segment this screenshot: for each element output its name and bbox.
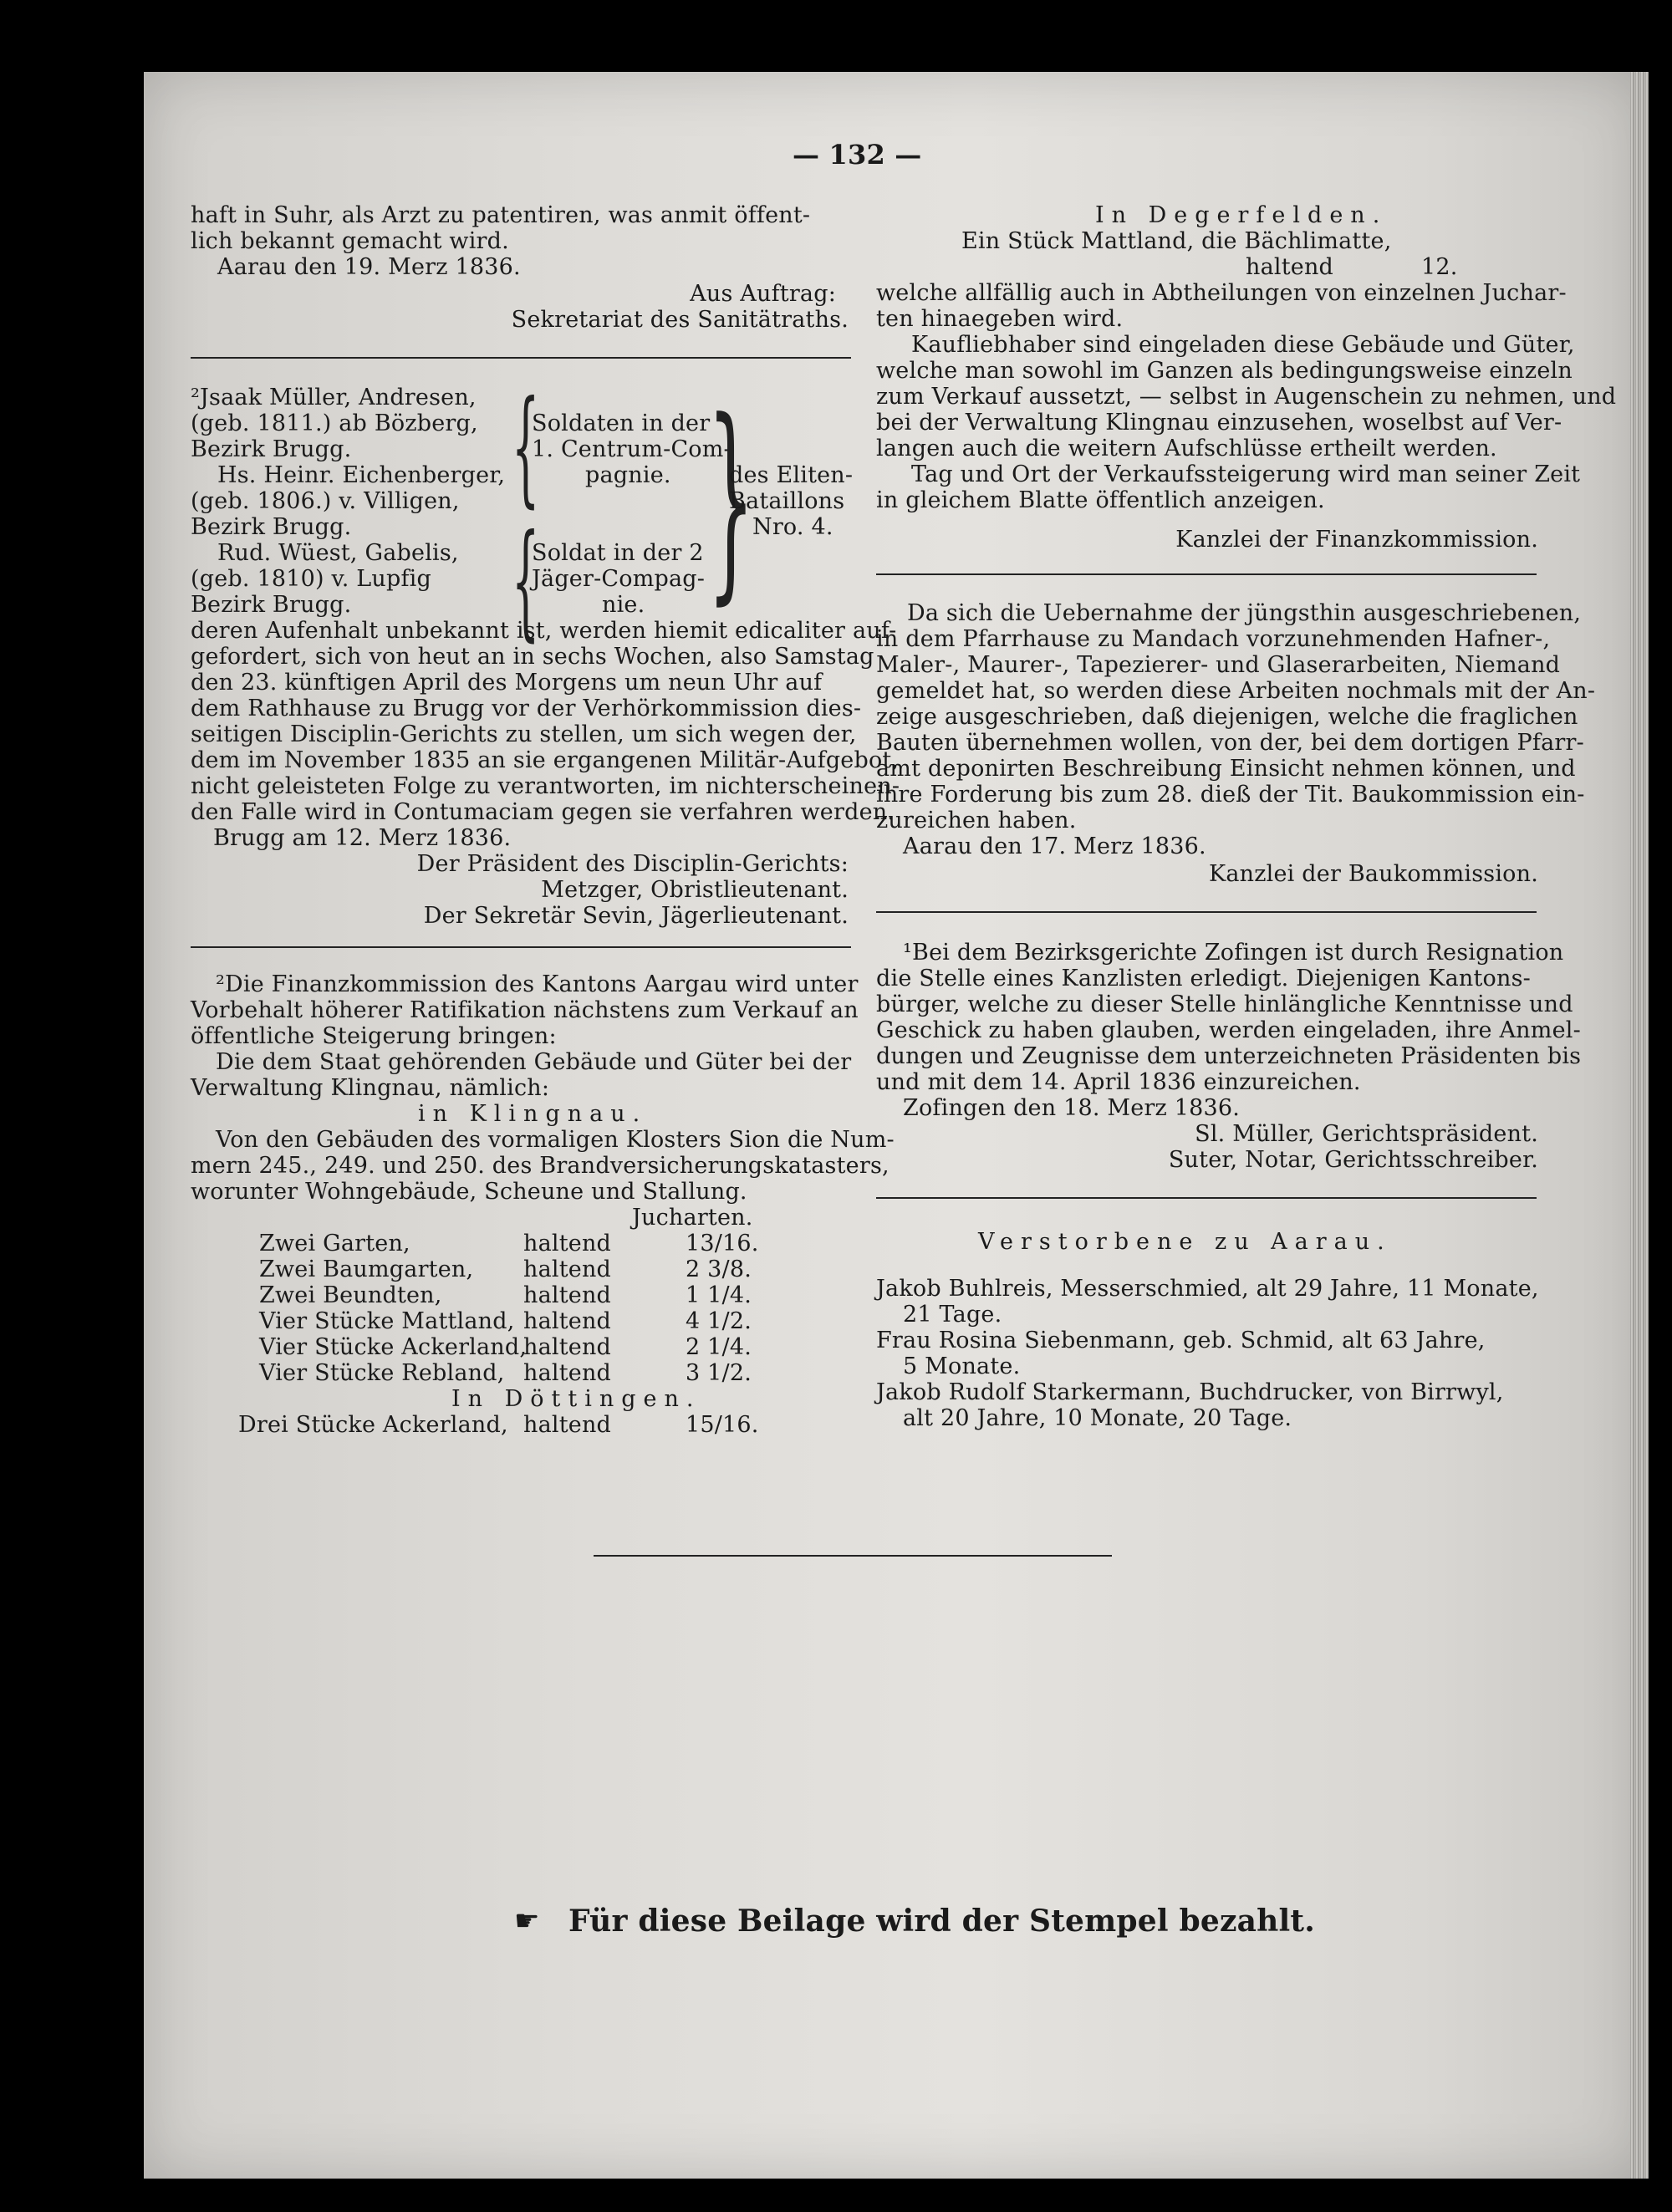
battalion-line: Bataillons bbox=[729, 488, 845, 514]
text-line: nicht geleisteten Folge zu verantworten, im nichterscheinen- bbox=[191, 773, 900, 799]
row-item: Zwei Baumgarten, bbox=[259, 1256, 474, 1282]
row-item: Vier Stücke Mattland, bbox=[259, 1308, 515, 1334]
brace: { bbox=[512, 375, 540, 520]
name-line: (geb. 1811.) ab Bözberg, bbox=[191, 410, 478, 436]
text-line: die Stelle eines Kanzlisten erledigt. Diejenigen Kantons- bbox=[876, 966, 1531, 991]
text-line: ¹Bei dem Bezirksgerichte Zofingen ist durch Resignation bbox=[903, 940, 1564, 966]
list-item: 5 Monate. bbox=[903, 1353, 1021, 1379]
row-item: Vier Stücke Ackerland, bbox=[259, 1334, 528, 1360]
text-line: gefordert, sich von heut an in sechs Wochen, also Samstag bbox=[191, 644, 874, 670]
place-heading: in Klingnau. bbox=[418, 1101, 648, 1127]
text-line: bei der Verwaltung Klingnau einzusehen, woselbst auf Ver- bbox=[876, 410, 1562, 436]
end-rule bbox=[594, 1555, 1112, 1557]
text-line: amt deponirten Beschreibung Einsicht nehmen können, und bbox=[876, 756, 1576, 782]
signature-line: Kanzlei der Finanzkommission. bbox=[1175, 527, 1538, 553]
footer-text: Für diese Beilage wird der Stempel bezahlt. bbox=[568, 1904, 1315, 1939]
text-line: Vorbehalt höherer Ratifikation nächstens zum Verkauf an bbox=[191, 997, 859, 1023]
unit-line: Soldaten in der bbox=[532, 410, 711, 436]
row-term: haltend bbox=[523, 1334, 612, 1360]
signature-line: Suter, Notar, Gerichtsschreiber. bbox=[1168, 1147, 1538, 1173]
page-edge bbox=[1630, 72, 1649, 2179]
text-line: Zofingen den 18. Merz 1836. bbox=[903, 1095, 1241, 1121]
unit-line: Jäger-Compag- bbox=[532, 566, 706, 592]
text-line: Ein Stück Mattland, die Bächlimatte, bbox=[961, 228, 1392, 254]
text-line: gemeldet hat, so werden diese Arbeiten nochmals mit der An- bbox=[876, 678, 1596, 704]
text-line: den 23. künftigen April des Morgens um neun Uhr auf bbox=[191, 670, 823, 696]
list-item: Jakob Rudolf Starkermann, Buchdrucker, von Birrwyl, bbox=[876, 1379, 1504, 1405]
text-line: Brugg am 12. Merz 1836. bbox=[213, 825, 512, 851]
row-value: 4 1/2. bbox=[686, 1308, 752, 1334]
row-item: Zwei Beundten, bbox=[259, 1282, 442, 1308]
text-line: mern 245., 249. und 250. des Brandversicherungskatasters, bbox=[191, 1153, 890, 1179]
battalion-line: des Eliten- bbox=[729, 462, 854, 488]
text-line: welche man sowohl im Ganzen als bedingungsweise einzeln bbox=[876, 358, 1573, 384]
text-line: dem Rathhause zu Brugg vor der Verhörkommission dies- bbox=[191, 696, 862, 721]
signature-line: Sekretariat des Sanitätraths. bbox=[511, 307, 849, 333]
signature-line: Aus Auftrag: bbox=[690, 281, 836, 307]
section-divider bbox=[876, 911, 1537, 913]
unit-line: 1. Centrum-Com- bbox=[532, 436, 732, 462]
text-line: Geschick zu haben glauben, werden eingeladen, ihre Anmel- bbox=[876, 1017, 1581, 1043]
list-item: Jakob Buhlreis, Messerschmied, alt 29 Jahre, 11 Monate, bbox=[876, 1276, 1539, 1302]
text-line: Da sich die Uebernahme der jüngsthin ausgeschriebenen, bbox=[907, 600, 1582, 626]
text-line: langen auch die weitern Aufschlüsse ertheilt werden. bbox=[876, 436, 1497, 461]
row-value: 2 1/4. bbox=[686, 1334, 752, 1360]
row-item: Zwei Garten, bbox=[259, 1231, 410, 1256]
section-divider bbox=[876, 1197, 1537, 1199]
list-item: alt 20 Jahre, 10 Monate, 20 Tage. bbox=[903, 1405, 1292, 1431]
name-line: (geb. 1806.) v. Villigen, bbox=[191, 488, 460, 514]
text-line: in gleichem Blatte öffentlich anzeigen. bbox=[876, 487, 1325, 513]
section-heading: Verstorbene zu Aarau. bbox=[978, 1229, 1392, 1255]
text-line: zum Verkauf aussetzt, — selbst in Augenschein zu nehmen, und bbox=[876, 384, 1617, 410]
place-heading: In Döttingen. bbox=[451, 1386, 701, 1412]
name-line: (geb. 1810) v. Lupfig bbox=[191, 566, 432, 592]
text-line: Die dem Staat gehörenden Gebäude und Güter bei der bbox=[216, 1049, 852, 1075]
signature-line: Der Sekretär Sevin, Jägerlieutenant. bbox=[423, 903, 849, 929]
signature-line: Metzger, Obristlieutenant. bbox=[541, 877, 849, 903]
signature-line: Kanzlei der Baukommission. bbox=[1208, 861, 1538, 887]
text-line: deren Aufenhalt unbekannt ist, werden hiemit edicaliter auf- bbox=[191, 618, 897, 644]
row-term: haltend bbox=[523, 1231, 612, 1256]
row-item: Vier Stücke Rebland, bbox=[259, 1360, 505, 1386]
text-line: Kaufliebhaber sind eingeladen diese Gebäude und Güter, bbox=[911, 332, 1575, 358]
name-line: ²Jsaak Müller, Andresen, bbox=[191, 385, 477, 410]
brace: { bbox=[512, 508, 540, 654]
section-divider bbox=[876, 573, 1537, 575]
text-line: welche allfällig auch in Abtheilungen von einzelnen Juchar- bbox=[876, 280, 1567, 306]
text-line: und mit dem 14. April 1836 einzureichen. bbox=[876, 1069, 1361, 1095]
row-value: 1 1/4. bbox=[686, 1282, 752, 1308]
row-term: haltend bbox=[523, 1308, 612, 1334]
row-value: 13/16. bbox=[686, 1231, 759, 1256]
text-line: zeige ausgeschrieben, daß diejenigen, welche die fraglichen bbox=[876, 704, 1578, 730]
row-value: 15/16. bbox=[686, 1412, 759, 1438]
row-item: Drei Stücke Ackerland, bbox=[238, 1412, 508, 1438]
row-value: 12. bbox=[1421, 254, 1458, 280]
text-line: in dem Pfarrhause zu Mandach vorzunehmenden Hafner-, bbox=[876, 626, 1551, 652]
signature-line: Sl. Müller, Gerichtspräsident. bbox=[1195, 1121, 1538, 1147]
list-item: 21 Tage. bbox=[903, 1302, 1002, 1328]
text-line: Tag und Ort der Verkaufssteigerung wird man seiner Zeit bbox=[911, 461, 1581, 487]
text-line: Aarau den 19. Merz 1836. bbox=[217, 254, 521, 280]
name-line: Bezirk Brugg. bbox=[191, 592, 352, 618]
section-divider bbox=[191, 357, 851, 359]
text-line: ten hinaegeben wird. bbox=[876, 306, 1124, 332]
row-term: haltend bbox=[523, 1412, 612, 1438]
text-line: ihre Forderung bis zum 28. dieß der Tit. Baukommission ein- bbox=[876, 782, 1585, 808]
text-line: den Falle wird in Contumaciam gegen sie verfahren werden. bbox=[191, 799, 895, 825]
text-line: zureichen haben. bbox=[876, 808, 1077, 833]
text-line: Von den Gebäuden des vormaligen Klosters Sion die Num- bbox=[216, 1127, 895, 1153]
text-line: bürger, welche zu dieser Stelle hinlängliche Kenntnisse und bbox=[876, 991, 1573, 1017]
row-term: haltend bbox=[523, 1256, 612, 1282]
unit-line: pagnie. bbox=[585, 462, 671, 488]
text-line: Maler-, Maurer-, Tapezierer- und Glaserarbeiten, Niemand bbox=[876, 652, 1561, 678]
text-line: dem im November 1835 an sie ergangenen Militär-Aufgebot, bbox=[191, 747, 900, 773]
brace: } bbox=[707, 375, 755, 624]
unit-line: nie. bbox=[602, 592, 645, 618]
row-value: 3 1/2. bbox=[686, 1360, 752, 1386]
section-divider bbox=[191, 946, 851, 948]
battalion-line: Nro. 4. bbox=[752, 514, 833, 540]
row-term: haltend bbox=[523, 1282, 612, 1308]
text-line: dungen und Zeugnisse dem unterzeichneten Präsidenten bis bbox=[876, 1043, 1582, 1069]
column-header: Jucharten. bbox=[632, 1205, 753, 1231]
pointing-hand-icon: ☛ bbox=[514, 1904, 540, 1938]
text-line: Aarau den 17. Merz 1836. bbox=[903, 833, 1206, 859]
name-line: Hs. Heinr. Eichenberger, bbox=[217, 462, 506, 488]
text-line: seitigen Disciplin-Gerichts zu stellen, um sich wegen der, bbox=[191, 721, 857, 747]
row-term: haltend bbox=[523, 1360, 612, 1386]
text-line: lich bekannt gemacht wird. bbox=[191, 228, 509, 254]
signature-line: Der Präsident des Disciplin-Gerichts: bbox=[416, 851, 849, 877]
page-number: — 132 — bbox=[793, 139, 922, 171]
list-item: Frau Rosina Siebenmann, geb. Schmid, alt 63 Jahre, bbox=[876, 1328, 1486, 1353]
row-value: 2 3/8. bbox=[686, 1256, 752, 1282]
text-line: Verwaltung Klingnau, nämlich: bbox=[191, 1075, 550, 1101]
unit-line: Soldat in der 2 bbox=[532, 540, 704, 566]
name-line: Bezirk Brugg. bbox=[191, 514, 352, 540]
row-term: haltend bbox=[1246, 254, 1334, 280]
name-line: Bezirk Brugg. bbox=[191, 436, 352, 462]
place-heading: In Degerfelden. bbox=[1095, 202, 1388, 228]
text-line: worunter Wohngebäude, Scheune und Stallung. bbox=[191, 1179, 747, 1205]
text-line: Bauten übernehmen wollen, von der, bei dem dortigen Pfarr- bbox=[876, 730, 1584, 756]
name-line: Rud. Wüest, Gabelis, bbox=[217, 540, 459, 566]
text-line: ²Die Finanzkommission des Kantons Aargau wird unter bbox=[216, 971, 859, 997]
text-line: haft in Suhr, als Arzt zu patentiren, was anmit öffent- bbox=[191, 202, 811, 228]
text-line: öffentliche Steigerung bringen: bbox=[191, 1023, 557, 1049]
